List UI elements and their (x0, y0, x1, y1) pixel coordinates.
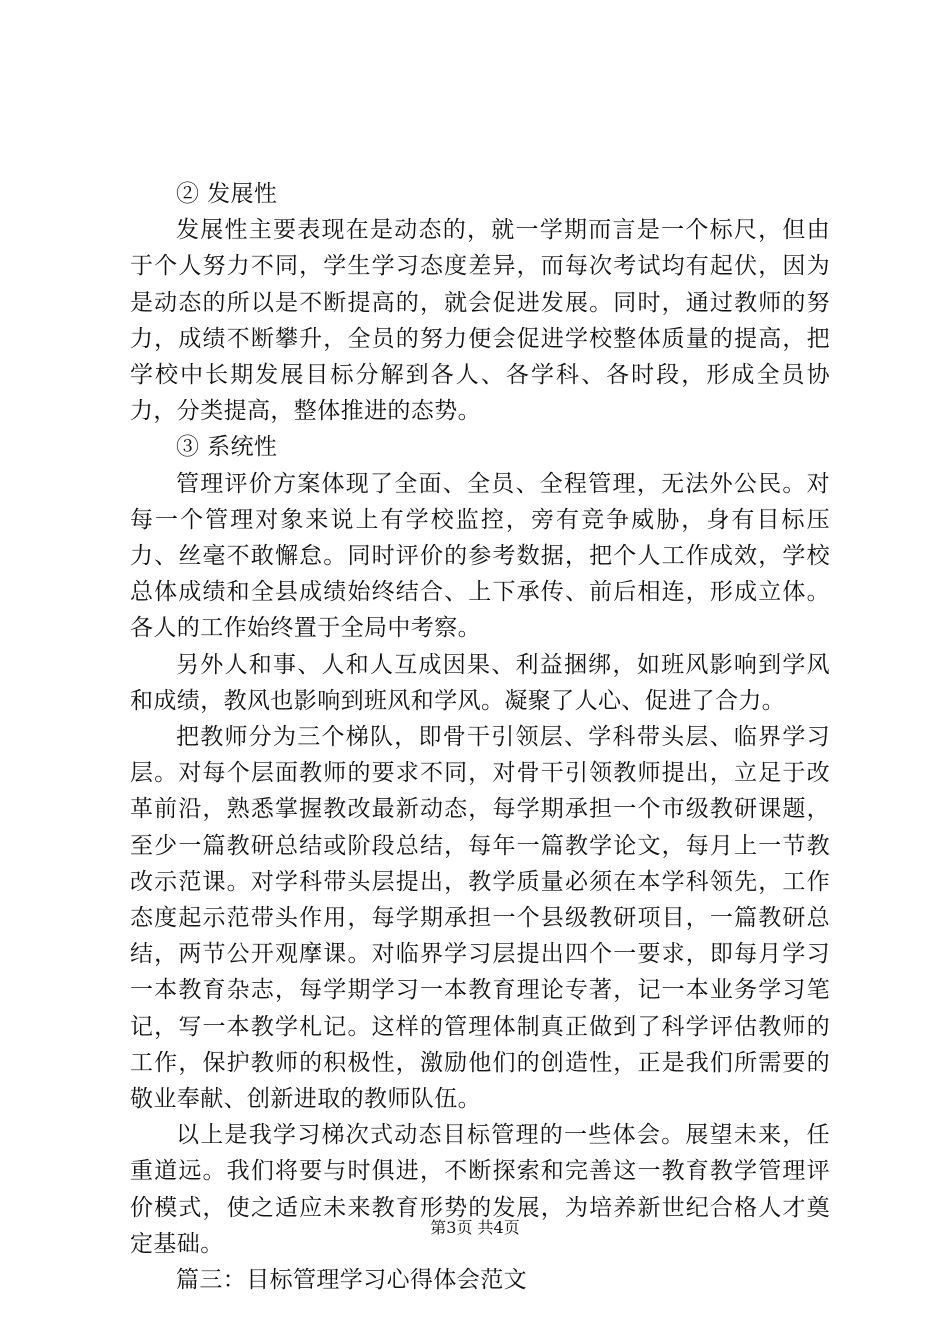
section-heading-system: ③ 系统性 (176, 434, 278, 461)
paragraph-development: 发展性主要表现在是动态的，就一学期而言是一个标尺，但由于个人努力不同，学生学习态度差异，而每次考试均有起伏，因为是动态的所以是不断提高的，就会促进发展。同时，通过教师的努力，成绩不断攀升，全员的努力便会促进学校整体质量的提高，把学校中长期发展目标分解到各人、各学科、各时段，形成全员协力，分类提高，整体推进的态势。 (130, 217, 830, 425)
paragraph-interdependence: 另外人和事、人和人互成因果、利益捆绑，如班风影响到学风和成绩，教风也影响到班风和学风。凝聚了人心、促进了合力。 (130, 651, 830, 714)
section-heading-part-three: 篇三：目标管理学习心得体会范文 (176, 1267, 527, 1294)
section-heading-development: ② 发展性 (176, 181, 278, 207)
paragraph-system: 管理评价方案体现了全面、全员、全程管理，无法外公民。对每一个管理对象来说上有学校监控，旁有竞争威胁，身有目标压力、丝毫不敢懈怠。同时评价的参考数据，把个人工作成效，学校总体成绩和全县成绩始终结合、上下承传、前后相连，形成立体。各人的工作始终置于全局中考察。 (130, 470, 830, 642)
document-body (130, 176, 830, 1298)
paragraph-conclusion: 以上是我学习梯次式动态目标管理的一些体会。展望未来，任重道远。我们将要与时俱进，不断探索和完善这一教育教学管理评价模式，使之适应未来教育形势的发展，为培养新世纪合格人才奠定基础。 (130, 1122, 830, 1257)
paragraph-teacher-tiers: 把教师分为三个梯队，即骨干引领层、学科带头层、临界学习层。对每个层面教师的要求不同，对骨干引领教师提出，立足于改革前沿，熟悉掌握教改最新动态，每学期承担一个市级教研课题，至少一篇教研总结或阶段总结，每年一篇教学论文，每月上一节教改示范课。对学科带头层提出，教学质量必须在本学科领先，工作态度起示范带头作用，每学期承担一个县级教研项目，一篇教研总结，两节公开观摩课。对临界学习层提出四个一要求，即每月学习一本教育杂志，每学期学习一本教育理论专著，记一本业务学习笔记，写一本教学札记。这样的管理体制真正做到了科学评估教师的工作，保护教师的积极性，激励他们的创造性，正是我们所需要的敬业奉献、创新进取的教师队伍。 (130, 724, 830, 1113)
page-number-footer: 第3页 共4页 (430, 1218, 520, 1237)
